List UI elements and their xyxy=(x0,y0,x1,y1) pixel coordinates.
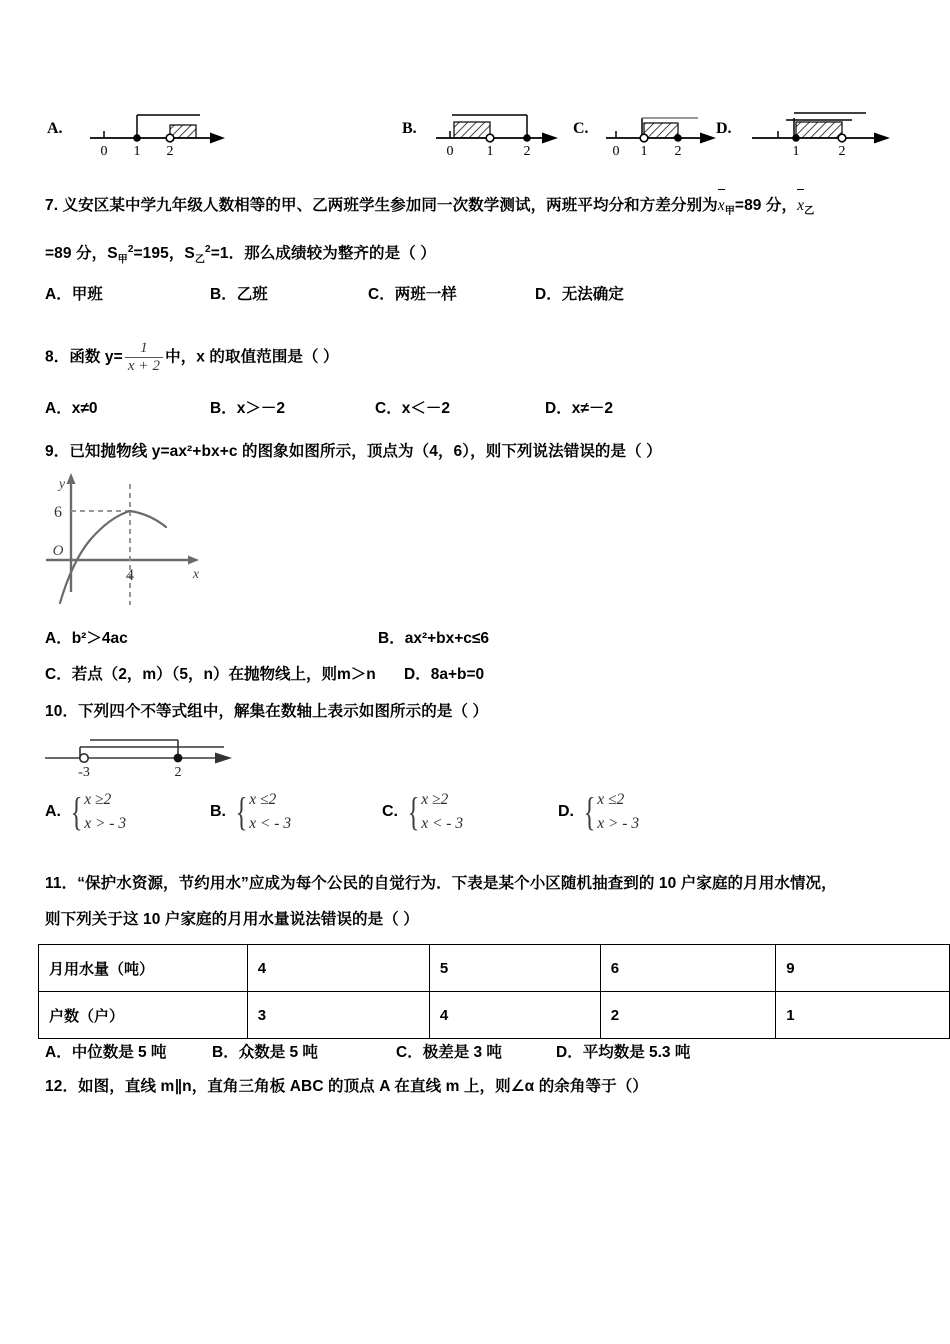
q7-option-d-text: 无法确定 xyxy=(561,286,624,303)
q10-option-b-rows xyxy=(249,788,291,836)
q7-line2-sub1: 甲 xyxy=(117,254,128,266)
svg-text:1: 1 xyxy=(133,144,141,159)
q7-option-b[interactable] xyxy=(210,282,268,304)
q8-option-b-letter: B． xyxy=(210,400,237,417)
svg-text:x: x xyxy=(192,567,200,582)
q7-mean-jia-value: =89 分， xyxy=(734,197,798,214)
q8-fraction-numerator: 1 xyxy=(125,340,163,358)
q8-option-a[interactable] xyxy=(45,396,97,418)
table-cell-usage-2: 5 xyxy=(429,945,600,992)
q8-option-c[interactable] xyxy=(375,396,450,418)
question-7-stem-line1 xyxy=(45,194,814,219)
q10-numberline-figure xyxy=(40,730,240,785)
table-cell-usage-1: 4 xyxy=(247,945,429,992)
table-row-header-households: 户数（户） xyxy=(39,992,248,1039)
q10-number: 10． xyxy=(45,703,79,720)
question-8-stem xyxy=(45,340,339,375)
svg-text:1: 1 xyxy=(792,144,800,159)
q7-line2-mid: =195，S xyxy=(133,245,195,263)
q10-option-b[interactable] xyxy=(210,788,291,836)
q9-option-d-text: 8a+b=0 xyxy=(430,666,485,683)
question-11-stem-line2 xyxy=(45,908,419,931)
q7-mean-yi-symbol: x xyxy=(797,194,804,217)
q8-option-d-text: x≠－2 xyxy=(571,400,613,417)
svg-text:6: 6 xyxy=(54,504,62,521)
svg-text:1: 1 xyxy=(486,144,494,159)
table-cell-households-2: 4 xyxy=(429,992,600,1039)
svg-text:2: 2 xyxy=(838,144,846,159)
q10-option-a-brace: { xyxy=(70,789,83,835)
q11-option-c-letter: C． xyxy=(396,1044,423,1061)
q8-stem-prefix: 函数 y= xyxy=(69,348,123,366)
svg-text:0: 0 xyxy=(100,144,108,159)
q10-option-b-letter: B. xyxy=(210,803,226,821)
question-11-stem-line1 xyxy=(45,872,837,895)
q11-option-a-text: 中位数是 5 吨 xyxy=(71,1044,167,1061)
q10-option-a[interactable] xyxy=(45,788,126,836)
q9-option-d-letter: D． xyxy=(404,666,431,683)
q8-fraction xyxy=(123,340,165,375)
q9-option-c-text: 若点（2，m）（5，n）在抛物线上，则m＞n xyxy=(71,666,376,683)
q11-option-c[interactable] xyxy=(396,1040,502,1062)
q8-option-b[interactable] xyxy=(210,396,285,418)
q7-option-c[interactable] xyxy=(368,282,457,304)
q8-fraction-denominator: x + 2 xyxy=(127,357,161,374)
q9-option-d[interactable] xyxy=(404,662,484,684)
q6-option-letter-a: A. xyxy=(47,120,63,137)
q7-mean-jia-symbol: x xyxy=(718,194,725,217)
q8-option-d-letter: D． xyxy=(545,400,572,417)
number-line-svg-b xyxy=(432,98,562,160)
q8-option-b-text: x＞－2 xyxy=(236,400,285,417)
q6-figure-b xyxy=(432,98,562,165)
q9-stem-text: 已知抛物线 y=ax²+bx+c 的图象如图所示，顶点为（4，6），则下列说法错误的是（ ） xyxy=(69,443,662,460)
svg-text:1: 1 xyxy=(640,144,648,159)
number-line-svg-c xyxy=(602,98,722,160)
question-7-stem-line2 xyxy=(45,242,436,267)
q11-option-a[interactable] xyxy=(45,1040,166,1062)
q9-number: 9． xyxy=(45,443,70,460)
q8-option-d[interactable] xyxy=(545,396,613,418)
svg-text:0: 0 xyxy=(446,144,454,159)
q8-number: 8． xyxy=(45,348,70,366)
q10-option-c-line2: x < - 3 xyxy=(421,815,464,833)
svg-text:4: 4 xyxy=(126,567,134,584)
q10-option-c-letter: C. xyxy=(382,803,398,821)
parabola-svg xyxy=(38,470,213,610)
q7-line2-sub2: 乙 xyxy=(194,254,206,266)
question-10-stem xyxy=(45,700,488,723)
number-line-svg-d xyxy=(748,98,898,160)
table-cell-households-1: 3 xyxy=(247,992,429,1039)
q6-figure-a xyxy=(82,98,227,165)
q10-number-line-svg xyxy=(40,730,240,780)
q8-option-a-text: x≠0 xyxy=(71,400,98,417)
q10-option-d-line2: x > - 3 xyxy=(597,815,640,833)
q11-stem-line2-text: 则下列关于这 10 户家庭的月用水量说法错误的是（ ） xyxy=(45,911,419,928)
table-row xyxy=(39,992,950,1039)
q12-stem-text: 如图，直线 m∥n，直角三角板 ABC 的顶点 A 在直线 m 上，则∠α 的余角等于（） xyxy=(78,1078,648,1095)
q7-line2-prefix: =89 分，S xyxy=(45,245,118,263)
q7-option-a-text: 甲班 xyxy=(71,286,103,303)
q11-option-c-text: 极差是 3 吨 xyxy=(422,1044,502,1061)
q11-option-d-text: 平均数是 5.3 吨 xyxy=(582,1044,691,1061)
q10-option-b-line2: x < - 3 xyxy=(249,815,292,833)
q10-option-a-line1: x ≥2 xyxy=(84,791,112,808)
table-cell-households-3: 2 xyxy=(600,992,776,1039)
q9-option-a-letter: A． xyxy=(45,630,72,647)
q9-option-a-text: b²＞4ac xyxy=(71,630,128,647)
q10-stem-text: 下列四个不等式组中，解集在数轴上表示如图所示的是（ ） xyxy=(78,703,489,720)
q7-option-b-text: 乙班 xyxy=(236,286,268,303)
q9-option-b-letter: B． xyxy=(378,630,405,647)
q8-stem-suffix: 中，x 的取值范围是（ ） xyxy=(165,348,339,366)
number-line-svg-a xyxy=(82,98,227,160)
svg-text:y: y xyxy=(58,477,66,492)
q10-option-c[interactable] xyxy=(382,788,463,836)
q6-option-letter-d: D. xyxy=(716,120,732,137)
q7-stem-text: 义安区某中学九年级人数相等的甲、乙两班学生参加同一次数学测试，两班平均分和方差分别为 xyxy=(62,197,718,214)
q7-line2-sup1: 2 xyxy=(127,244,134,255)
q9-option-a[interactable] xyxy=(45,626,128,648)
q10-option-c-rows xyxy=(421,788,463,836)
q6-figure-d xyxy=(748,98,898,165)
q11-stem-line1-text: “保护水资源，节约用水”应成为每个公民的自觉行为．下表是某个小区随机抽查到的 10 户家庭的月用水情况， xyxy=(77,875,837,892)
q8-option-a-letter: A． xyxy=(45,400,72,417)
q11-option-a-letter: A． xyxy=(45,1044,72,1061)
q11-option-b-letter: B． xyxy=(212,1044,239,1061)
q10-option-a-letter: A. xyxy=(45,803,61,821)
q6-option-letter-b: B. xyxy=(402,120,417,137)
q7-option-d-letter: D． xyxy=(535,286,562,303)
q10-option-d[interactable] xyxy=(558,788,639,836)
q10-option-d-brace: { xyxy=(583,789,596,835)
q6-figure-c xyxy=(602,98,722,165)
q7-option-c-text: 两班一样 xyxy=(394,286,457,303)
table-row xyxy=(39,945,950,992)
q11-option-b-text: 众数是 5 吨 xyxy=(238,1044,318,1061)
q7-line2-suffix: =1．那么成绩较为整齐的是（ ） xyxy=(210,245,436,263)
q10-option-c-brace: { xyxy=(407,789,420,835)
q7-mean-yi-subscript: 乙 xyxy=(804,206,815,218)
q10-option-b-brace: { xyxy=(235,789,248,835)
svg-text:2: 2 xyxy=(174,765,182,780)
q9-option-b-text: ax²+bx+c≤6 xyxy=(404,630,490,647)
q9-option-c-letter: C． xyxy=(45,666,72,683)
q10-option-a-line2: x > - 3 xyxy=(84,815,127,833)
svg-text:-3: -3 xyxy=(78,765,90,780)
q10-option-a-rows xyxy=(84,788,126,836)
q8-option-c-text: x＜－2 xyxy=(401,400,450,417)
svg-text:2: 2 xyxy=(166,144,174,159)
q7-option-a[interactable] xyxy=(45,282,103,304)
q11-option-d[interactable] xyxy=(556,1040,690,1062)
q7-option-b-letter: B． xyxy=(210,286,237,303)
water-usage-table xyxy=(38,944,950,1039)
q10-option-c-line1: x ≥2 xyxy=(421,791,449,808)
q9-option-b[interactable] xyxy=(378,626,489,648)
q11-option-b[interactable] xyxy=(212,1040,318,1062)
svg-text:2: 2 xyxy=(523,144,531,159)
svg-text:O: O xyxy=(52,543,64,559)
q9-option-c[interactable] xyxy=(45,662,376,684)
q7-option-d[interactable] xyxy=(535,282,624,304)
q11-option-d-letter: D． xyxy=(556,1044,583,1061)
svg-text:2: 2 xyxy=(674,144,682,159)
q10-option-d-rows xyxy=(597,788,639,836)
q10-option-d-letter: D. xyxy=(558,803,574,821)
q7-option-c-letter: C． xyxy=(368,286,395,303)
question-12-stem xyxy=(45,1075,648,1098)
q7-line2-sup2: 2 xyxy=(205,244,211,255)
q9-parabola-figure xyxy=(38,470,213,615)
q8-option-c-letter: C． xyxy=(375,400,402,417)
table-row-header-usage: 月用水量（吨） xyxy=(39,945,248,992)
table-cell-usage-3: 6 xyxy=(600,945,776,992)
q10-option-d-line1: x ≤2 xyxy=(597,791,625,808)
table-cell-households-4: 1 xyxy=(776,992,950,1039)
table-cell-usage-4: 9 xyxy=(776,945,950,992)
q7-mean-jia-subscript: 甲 xyxy=(724,206,735,218)
q12-number: 12． xyxy=(45,1078,79,1095)
q7-option-a-letter: A． xyxy=(45,286,72,303)
svg-text:0: 0 xyxy=(612,144,620,159)
q7-number: 7. xyxy=(45,197,59,214)
question-9-stem xyxy=(45,440,662,463)
q11-number: 11． xyxy=(45,875,78,892)
q6-option-letter-c: C. xyxy=(573,120,589,137)
q10-option-b-line1: x ≤2 xyxy=(249,791,277,808)
